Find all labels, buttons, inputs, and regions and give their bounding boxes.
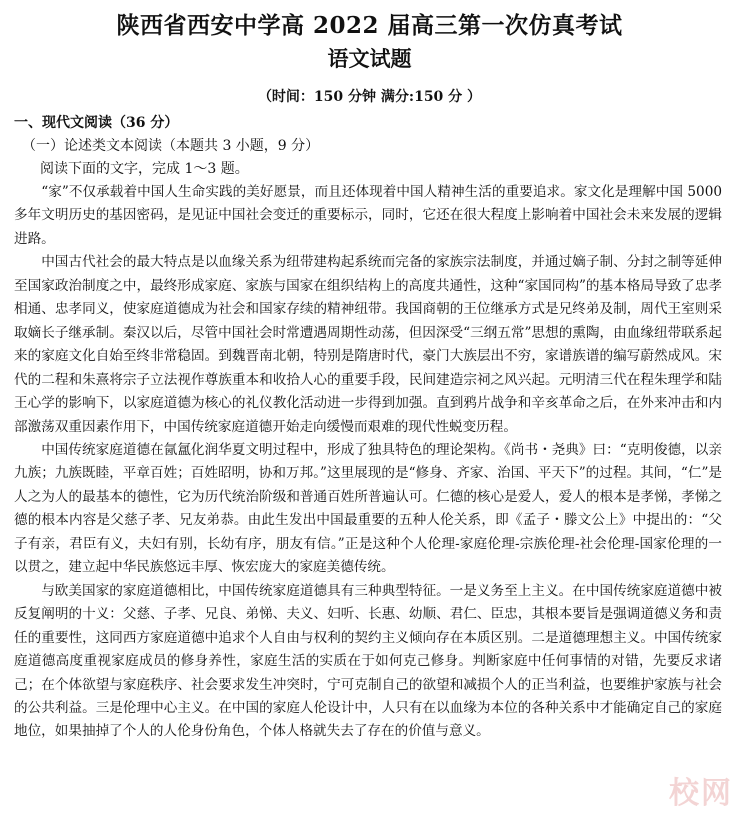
reading-instruction: 阅读下面的文字，完成 1～3 题。 — [40, 161, 249, 177]
subject-title: 语文试题 — [327, 46, 412, 71]
section-heading-part1: 一、现代文阅读（36 分） — [14, 115, 179, 131]
exam-title: 陕西省西安中学高 2022 届高三第一次仿真考试 — [116, 12, 623, 39]
watermark: 校网 — [669, 776, 733, 811]
section-subheading: （一）论述类文本阅读（本题共 3 小题，9 分） — [22, 138, 320, 154]
exam-info: （时间：150 分钟 满分:150 分 ） — [257, 89, 482, 105]
paragraph: 与欧美国家的家庭道德相比，中国传统家庭道德具有三种典型特征。一是义务至上主义。在中国传统家庭道德中被反复阐明的十义：父慈、子孝、兄良、弟悌、夫义、妇听、长惠、幼顺、君仁、臣忠，其根本要旨是强调道德义务和责任的重要性，这同西方家庭道德中追求个人自由与权利的契约主义倾向存在本质区别。二是道德理想主义。中国传统家庭道德高度重视家庭成员的修身养性，家庭生活的实质在于如何克己修身。判断家庭中任何事情的对错，先要反求诸己；在个体欲望与家庭秩序、社会要求发生冲突时，宁可克制自己的欲望和减损个人的正当利益，也要维护家族与社会的公共利益。三是伦理中心主义。在中国的家庭人伦设计中，人只有在以血缘为本位的各种关系中才能确定自己的家庭地位，如果抽掉了个人的人伦身份角色，个体人格就失去了存在的价值与意义。 — [14, 582, 722, 740]
paragraph: “家”不仅承载着中国人生命实践的美好愿景，而且还体现着中国人精神生活的重要追求。家文化是理解中国 5000 多年文明历史的基因密码，是见证中国社会变迁的重要标示，同时，它还在很大程度上影响着中国社会未来发展的逻辑进路。 — [14, 184, 722, 247]
paragraph: 中国古代社会的最大特点是以血缘关系为纽带建构起系统而完备的家族宗法制度，并通过嫡子制、分封之制等延伸至国家政治制度之中，最终形成家庭、家族与国家在组织结构上的高度共通性，这种“家国同构”的基本格局导致了忠孝相通、忠孝同义，使家庭道德成为社会和国家存续的精神纽带。我国商朝的王位继承方式是兄终弟及制，周代王室则采取嫡长子继承制。秦汉以后，尽管中国社会时常遭遇周期性动荡，但因深受“三纲五常”思想的熏陶，由血缘纽带联系起来的家庭文化自始至终非常稳固。到魏晋南北朝，特别是隋唐时代，豪门大族层出不穷，家谱族谱的编写蔚然成风。宋代的二程和朱熹将宗子立法视作尊族重本和收拾人心的重要手段，民间建造宗祠之风兴起。元明清三代在程朱理学和陆王心学的影响下，以家庭道德为核心的礼仪教化活动进一步得到加强。直到鸦片战争和辛亥革命之后，在外来冲击和内部激荡双重因素作用下，中国传统家庭道德开始走向缓慢而艰难的现代性蜕变历程。 — [14, 254, 722, 435]
passage-body — [14, 181, 722, 744]
paragraph: 中国传统家庭道德在氤氲化润华夏文明过程中，形成了独具特色的理论架构。《尚书・尧典》曰：“克明俊德，以亲九族；九族既睦，平章百姓；百姓昭明，协和万邦。”这里展现的是“修身、齐家、治国、平天下”的过程。其间，“仁”是人之为人的最基本的德性，它为历代统治阶级和普通百姓所普遍认可。仁德的核心是爱人，爱人的根本是孝悌，孝悌之德的根本内容是父慈子孝、兄友弟恭。由此生发出中国最重要的五种人伦关系，即《孟子・滕文公上》中提出的：“父子有亲，君臣有义，夫妇有别，长幼有序，朋友有信。”正是这种个人伦理-家庭伦理-宗族伦理-社会伦理-国家伦理的一以贯之，建立起中华民族悠远丰厚、恢宏庞大的家庭美德传统。 — [14, 441, 722, 576]
